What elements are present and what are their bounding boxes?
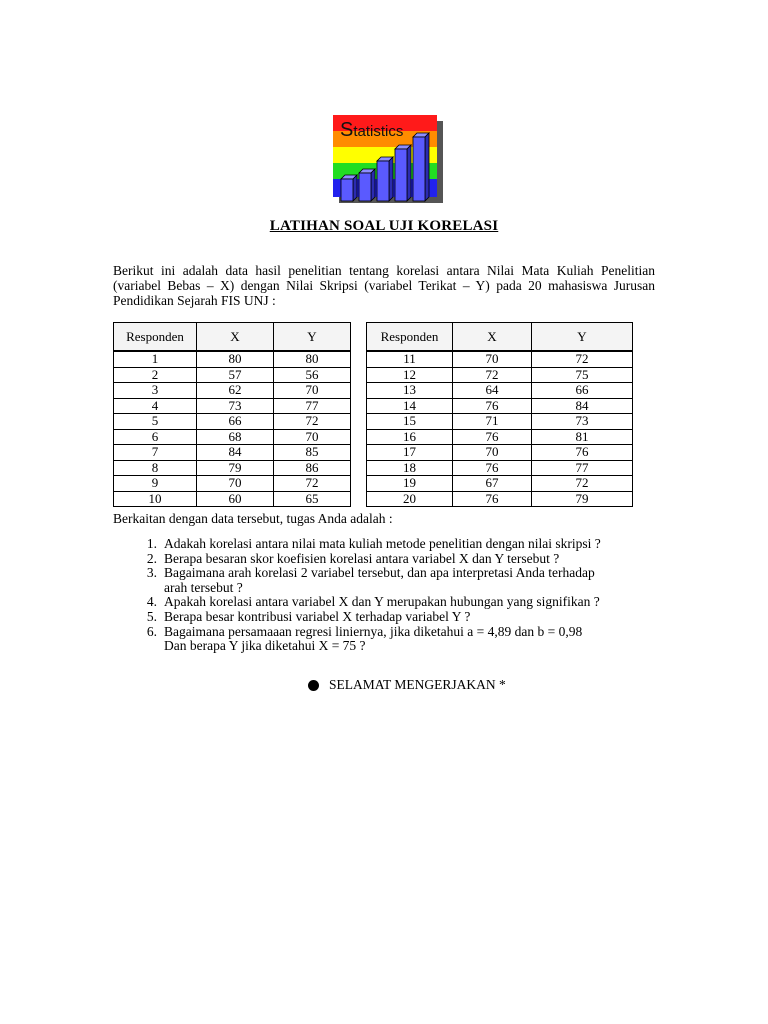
table-row [114, 367, 351, 383]
cell-x: 76 [453, 398, 532, 414]
header-y: Y [532, 323, 633, 352]
cell-y: 70 [274, 429, 351, 445]
table-row [367, 367, 633, 383]
task-item [113, 610, 673, 625]
table-row [367, 351, 633, 367]
cell-y: 84 [532, 398, 633, 414]
cell-y: 72 [274, 476, 351, 492]
page-title: LATIHAN SOAL UJI KORELASI [269, 218, 499, 234]
table-row [114, 414, 351, 430]
table-row [367, 429, 633, 445]
cell-responden: 12 [367, 367, 453, 383]
cell-y: 86 [274, 460, 351, 476]
cell-x: 57 [197, 367, 274, 383]
task-number: 5. [146, 608, 157, 624]
task-text: Bagaimana persamaaan regresi liniernya, jika diketahui a = 4,89 dan b = 0,98 Dan berapa Y jika diketahui X = 75 ? [164, 623, 583, 654]
table-row [114, 460, 351, 476]
table-row [114, 383, 351, 399]
cell-responden: 10 [114, 491, 197, 507]
cell-x: 64 [453, 383, 532, 399]
task-text: Berapa besar kontribusi variabel X terhadap variabel Y ? [164, 608, 471, 624]
cell-x: 76 [453, 429, 532, 445]
cell-x: 60 [197, 491, 274, 507]
cell-responden: 7 [114, 445, 197, 461]
table-row [367, 445, 633, 461]
cell-responden: 5 [114, 414, 197, 430]
logo-letters: tatistics [353, 123, 404, 140]
task-text: Berapa besaran skor koefisien korelasi antara variabel X dan Y tersebut ? [164, 550, 560, 566]
cell-x: 76 [453, 460, 532, 476]
cell-y: 77 [532, 460, 633, 476]
task-item [113, 552, 673, 567]
task-item [113, 595, 673, 610]
cell-responden: 3 [114, 383, 197, 399]
header-responden: Responden [114, 323, 197, 352]
cell-y: 80 [274, 351, 351, 367]
cell-responden: 19 [367, 476, 453, 492]
table-row [367, 383, 633, 399]
task-item [113, 537, 673, 552]
tasks-intro: Berkaitan dengan data tersebut, tugas Anda adalah : [113, 511, 393, 526]
intro-paragraph: Berikut ini adalah data hasil penelitian tentang korelasi antara Nilai Mata Kuliah Penelitian (variabel Bebas – X) dengan Nilai Skripsi (variabel Terikat – Y) pada 20 mahasiswa Jurusan Pendidikan Sejarah FIS UNJ : [113, 263, 655, 308]
table-row [114, 351, 351, 367]
task-number: 3. [146, 565, 157, 581]
cell-y: 75 [532, 367, 633, 383]
cell-y: 77 [274, 398, 351, 414]
cell-responden: 1 [114, 351, 197, 367]
cell-x: 72 [453, 367, 532, 383]
cell-y: 72 [532, 476, 633, 492]
cell-y: 56 [274, 367, 351, 383]
logo-word [333, 115, 437, 145]
cell-y: 76 [532, 445, 633, 461]
cell-responden: 13 [367, 383, 453, 399]
task-text: Bagaimana arah korelasi 2 variabel tersebut, dan apa interpretasi Anda terhadap arah tersebut ? [164, 565, 595, 595]
cell-responden: 15 [367, 414, 453, 430]
cell-responden: 17 [367, 445, 453, 461]
table-row [114, 429, 351, 445]
table-row [367, 460, 633, 476]
task-list [113, 537, 673, 654]
cell-x: 67 [453, 476, 532, 492]
cell-y: 66 [532, 383, 633, 399]
cell-x: 84 [197, 445, 274, 461]
table-row [367, 414, 633, 430]
cell-x: 70 [197, 476, 274, 492]
table-row [114, 476, 351, 492]
table-row [367, 476, 633, 492]
table-row [367, 491, 633, 507]
cell-responden: 14 [367, 398, 453, 414]
task-text: Adakah korelasi antara nilai mata kuliah metode penelitian dengan nilai skripsi ? [164, 536, 601, 551]
task-number: 1. [146, 536, 157, 551]
cell-x: 70 [453, 445, 532, 461]
closing-line [308, 677, 506, 693]
cell-y: 81 [532, 429, 633, 445]
cell-x: 66 [197, 414, 274, 430]
header-responden: Responden [367, 323, 453, 352]
task-text: Apakah korelasi antara variabel X dan Y merupakan hubungan yang signifikan ? [164, 594, 600, 610]
table-row [114, 398, 351, 414]
cell-responden: 11 [367, 351, 453, 367]
table-row [114, 445, 351, 461]
cell-responden: 16 [367, 429, 453, 445]
cell-y: 65 [274, 491, 351, 507]
cell-responden: 2 [114, 367, 197, 383]
logo-letter-s: S [340, 119, 354, 141]
cell-x: 76 [453, 491, 532, 507]
cell-y: 70 [274, 383, 351, 399]
data-table-left [113, 322, 351, 507]
cell-y: 79 [532, 491, 633, 507]
cell-y: 73 [532, 414, 633, 430]
header-x: X [197, 323, 274, 352]
cell-responden: 4 [114, 398, 197, 414]
data-table-right [366, 322, 633, 507]
cell-y: 72 [274, 414, 351, 430]
cell-y: 72 [532, 351, 633, 367]
header-y: Y [274, 323, 351, 352]
cell-x: 80 [197, 351, 274, 367]
cell-y: 85 [274, 445, 351, 461]
cell-responden: 18 [367, 460, 453, 476]
cell-responden: 9 [114, 476, 197, 492]
task-number: 6. [146, 623, 157, 639]
task-item [113, 566, 673, 595]
cell-x: 79 [197, 460, 274, 476]
cell-responden: 6 [114, 429, 197, 445]
bullet-icon [308, 680, 319, 691]
cell-x: 70 [453, 351, 532, 367]
header-x: X [453, 323, 532, 352]
task-number: 4. [146, 594, 157, 610]
cell-x: 68 [197, 429, 274, 445]
table-row [367, 398, 633, 414]
cell-x: 73 [197, 398, 274, 414]
cell-x: 62 [197, 383, 274, 399]
closing-text: SELAMAT MENGERJAKAN * [329, 677, 506, 692]
cell-responden: 8 [114, 460, 197, 476]
task-number: 2. [146, 550, 157, 566]
table-row [114, 491, 351, 507]
task-item [113, 625, 673, 654]
cell-x: 71 [453, 414, 532, 430]
cell-responden: 20 [367, 491, 453, 507]
statistics-logo [333, 115, 443, 203]
